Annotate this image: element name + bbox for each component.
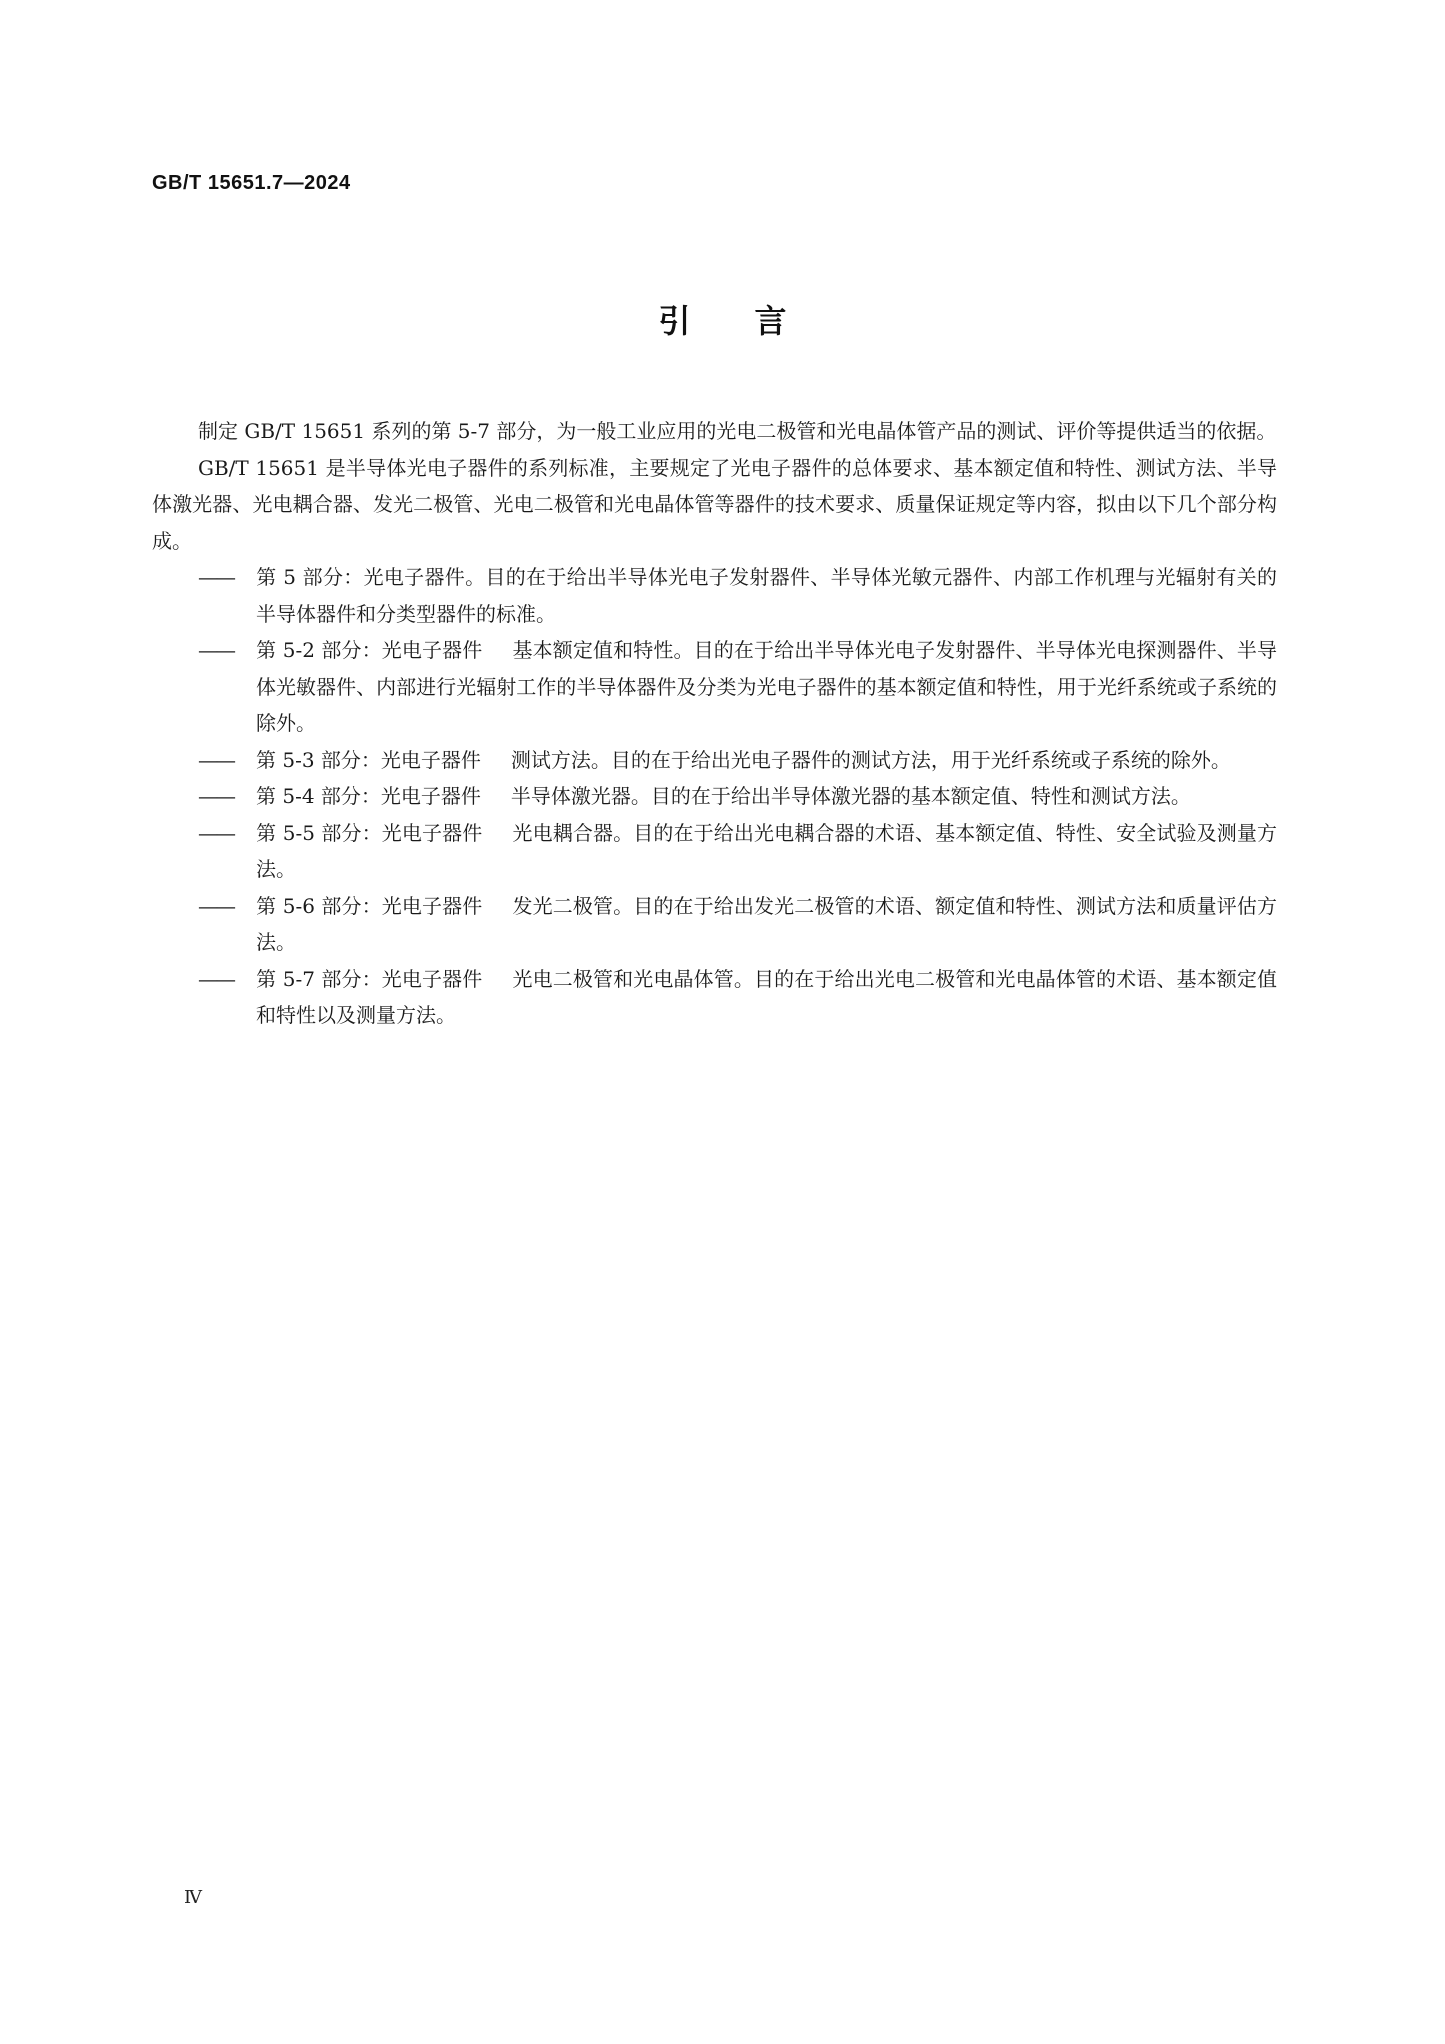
part-subject: 光电耦合器。 <box>512 820 634 845</box>
part-label: 第 5-5 部分：光电子器件 <box>256 820 483 845</box>
part-label: 第 5-6 部分：光电子器件 <box>256 893 483 918</box>
dash-marker: —— <box>198 565 234 589</box>
parts-list <box>152 559 1277 1034</box>
part-subject: 基本额定值和特性。 <box>512 638 694 662</box>
paragraph: GB/T 15651 是半导体光电子器件的系列标准，主要规定了光电子器件的总体要求、基本额定值和特性、测试方法、半导体激光器、光电耦合器、发光二极管、光电二极管和光电晶体管等器件的技术要求、质量保证规定等内容，拟由以下几个部分构成。 <box>152 455 1277 553</box>
part-description: 目的在于给出光电二极管和光电晶体管的术语、基本额定值和特性以及测量方法。 <box>256 966 1278 1027</box>
list-item <box>152 815 1277 888</box>
part-description: 目的在于给出光电耦合器的术语、基本额定值、特性、安全试验及测量方法。 <box>256 820 1278 881</box>
list-item <box>152 559 1277 632</box>
part-description: 目的在于给出发光二极管的术语、额定值和特性、测试方法和质量评估方法。 <box>256 893 1278 954</box>
standard-code-header: GB/T 15651.7—2024 <box>152 172 351 194</box>
dash-marker: —— <box>198 638 234 662</box>
part-subject: 发光二极管。 <box>512 893 634 918</box>
part-label: 第 5 部分：光电子器件。 <box>256 565 486 589</box>
part-label: 第 5-7 部分：光电子器件 <box>256 966 483 991</box>
paragraph: 制定 GB/T 15651 系列的第 5-7 部分，为一般工业应用的光电二极管和光电晶体管产品的测试、评价等提供适当的依据。 <box>198 419 1277 443</box>
part-label: 第 5-2 部分：光电子器件 <box>256 638 483 662</box>
part-description: 目的在于给出半导体光电子发射器件、半导体光电探测器件、半导体光敏器件、内部进行光辐射工作的半导体器件及分类为光电子器件的基本额定值和特性，用于光纤系统或子系统的除外。 <box>256 638 1278 735</box>
page-title <box>0 296 1445 342</box>
list-item <box>152 888 1277 961</box>
list-item <box>152 778 1277 815</box>
introduction-body <box>152 413 1277 1034</box>
part-subject: 测试方法。 <box>510 747 611 772</box>
page-number: Ⅳ <box>184 1887 202 1908</box>
title-char-1: 引 <box>658 302 691 340</box>
part-description: 目的在于给出半导体激光器的基本额定值、特性和测试方法。 <box>650 784 1191 808</box>
part-subject: 光电二极管和光电晶体管。 <box>512 966 754 991</box>
part-label: 第 5-4 部分：光电子器件 <box>256 784 481 808</box>
part-subject: 半导体激光器。 <box>510 784 651 808</box>
dash-marker: —— <box>198 966 234 991</box>
part-label: 第 5-3 部分：光电子器件 <box>256 747 481 772</box>
list-item <box>152 742 1277 779</box>
part-description: 目的在于给出半导体光电子发射器件、半导体光敏元器件、内部工作机理与光辐射有关的半导体器件和分类型器件的标准。 <box>256 565 1277 626</box>
title-char-2: 言 <box>754 302 787 340</box>
dash-marker: —— <box>198 893 234 918</box>
list-item <box>152 632 1277 742</box>
dash-marker: —— <box>198 820 234 845</box>
dash-marker: —— <box>198 784 234 808</box>
part-description: 目的在于给出光电子器件的测试方法，用于光纤系统或子系统的除外。 <box>610 747 1231 772</box>
dash-marker: —— <box>198 747 234 772</box>
list-item <box>152 961 1277 1034</box>
